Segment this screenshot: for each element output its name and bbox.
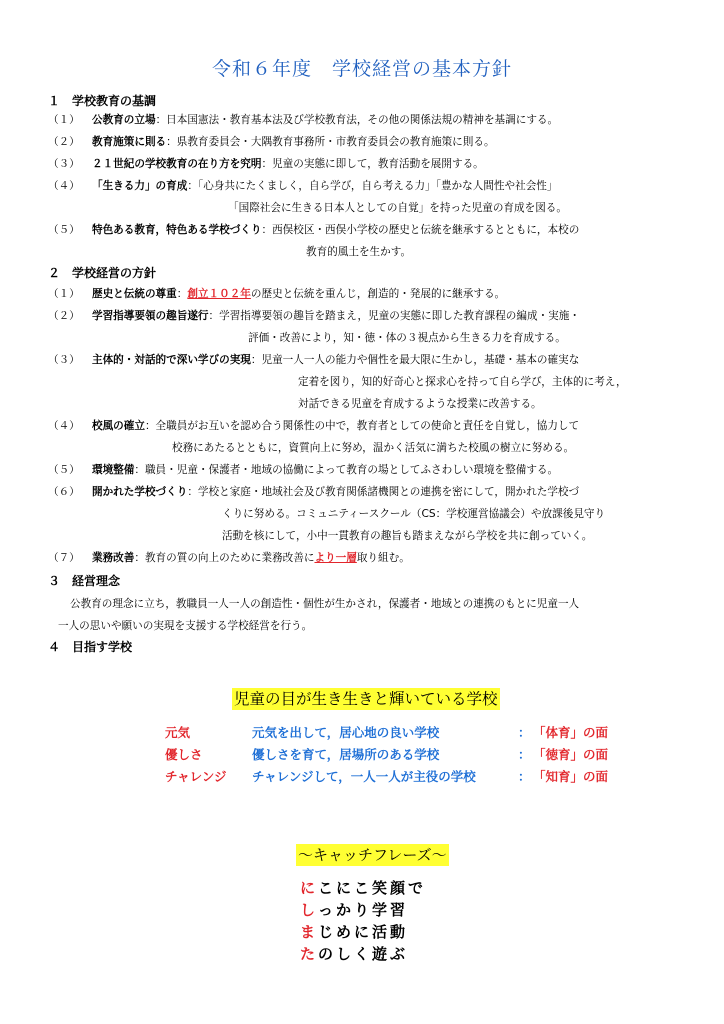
s1-item-4-cont: 「国際社会に生きる日本人としての自覚」を持った児童の育成を図る。: [228, 202, 567, 214]
s2-item-4: [48, 418, 579, 434]
s2-item-6-cont1: くりに努める。コミュニティースクール（CS：学校運営協議会）や放課後見守り: [222, 508, 606, 520]
goal-row-challenge: [0, 768, 724, 786]
item-text: ：西俣校区・西俣小学校の歴史と伝統を継承するとともに，本校の: [261, 224, 580, 236]
s1-item-2: [48, 134, 495, 150]
item-number: （１）: [48, 288, 80, 300]
s2-item-2-cont: 評価・改善により，知・徳・体の３視点から生きる力を育成する。: [248, 332, 566, 344]
goal-label: 元気: [165, 725, 191, 740]
catchphrase-text: っかり学習: [318, 901, 409, 919]
item-text: ：学習指導要領の趣旨を踏まえ，児童の実態に即した教育課程の編成・実施・: [208, 310, 580, 322]
item-number: （５）: [48, 464, 80, 476]
goal-description: 元気を出して，居心地の良い学校: [252, 725, 440, 740]
catchphrase-line-1: [300, 877, 426, 899]
s2-item-1: [48, 286, 505, 302]
item-label: 環境整備: [92, 464, 135, 476]
goal-area: 「徳育」の面: [533, 747, 609, 762]
item-text: ：児童一人一人の能力や個性を最大限に生かし，基礎・基本の確実な: [250, 354, 580, 366]
goal-label: チャレンジ: [165, 769, 227, 784]
acrostic-letter: し: [300, 901, 319, 919]
item-number: （４）: [48, 180, 80, 192]
item-label: 校風の確立: [92, 420, 145, 432]
catchphrase-text: じめに活動: [318, 923, 409, 941]
item-number: （２）: [48, 310, 80, 322]
s1-item-5-cont: 教育的風土を生かす。: [306, 246, 412, 258]
goal-separator: ：: [518, 747, 531, 762]
item-text: の歴史と伝統を重んじ，創造的・発展的に継承する。: [250, 288, 506, 300]
item-label: 学習指導要領の趣旨遂行: [92, 310, 209, 322]
s2-item-6-cont2: 活動を核にして，小中一貫教育の趣旨も踏まえながら学校を共に創っていく。: [222, 530, 593, 542]
acrostic-letter: に: [300, 879, 319, 897]
item-label: 公教育の立場: [92, 114, 156, 126]
catchphrase-text: のしく遊ぶ: [318, 945, 409, 963]
item-number: （３）: [48, 354, 80, 366]
s1-item-5: [48, 222, 579, 238]
item-label: 特色ある教育，特色ある学校づくり: [92, 224, 262, 236]
item-number: （５）: [48, 224, 80, 236]
section-4-heading: ４ 目指す学校: [48, 640, 133, 654]
acrostic-letter: た: [300, 945, 319, 963]
goal-separator: ：: [518, 769, 531, 784]
item-label: ２１世紀の学校教育の在り方を究明: [92, 158, 262, 170]
s2-item-4-cont: 校務にあたるとともに，資質向上に努め，温かく活気に満ちた校風の樹立に努める。: [172, 442, 575, 454]
item-text: ：日本国憲法・教育基本法及び学校教育法，その他の関係法規の精神を基調にする。: [155, 114, 559, 126]
goal-label: 優しさ: [165, 747, 203, 762]
school-motto-banner: 児童の目が生き生きと輝いている学校: [234, 690, 498, 708]
philosophy-line-1: 公教育の理念に立ち，教職員一人一人の創造性・個性が生かされ，保護者・地域との連携のもとに児童一人: [70, 598, 580, 610]
item-text: ：教育の質の向上のために業務改善に: [134, 552, 315, 564]
s2-item-5: [48, 462, 558, 478]
goal-row-genki: [0, 724, 724, 742]
s2-item-7: [48, 550, 410, 566]
goal-area: 「知育」の面: [533, 769, 609, 784]
s2-item-3: [48, 352, 579, 368]
item-label: 主体的・対話的で深い学びの実現: [92, 354, 251, 366]
goal-description: 優しさを育て，居場所のある学校: [252, 747, 440, 762]
section-2-heading: ２ 学校経営の方針: [48, 266, 157, 280]
goal-row-yasashisa: [0, 746, 724, 764]
item-number: （４）: [48, 420, 80, 432]
item-text: ：全職員がお互いを認め合う関係性の中で，教育者としての使命と責任を自覚し，協力して: [144, 420, 580, 432]
item-label: 教育施策に則る: [92, 136, 167, 148]
item-label: 業務改善: [92, 552, 135, 564]
s2-item-2: [48, 308, 580, 324]
item-text: ：県教育委員会・大隅教育事務所・市教育委員会の教育施策に則る。: [166, 136, 495, 148]
item-text: ：職員・児童・保護者・地域の協働によって教育の場としてふさわしい環境を整備する。: [134, 464, 559, 476]
highlight-anniversary: 創立１０２年: [187, 288, 251, 300]
s2-item-3-cont1: 定着を図り，知的好奇心と探求心を持って自ら学び，主体的に考え，: [298, 376, 627, 388]
s1-item-1: [48, 112, 558, 128]
item-number: （３）: [48, 158, 80, 170]
item-text: ：学校と家庭・地域社会及び教育関係諸機関との連携を密にして，開かれた学校づ: [187, 486, 580, 498]
catchphrase-title: ～キャッチフレーズ～: [298, 846, 447, 864]
item-text: ：「心身共にたくましく，自ら学び，自ら考える力」「豊かな人間性や社会性」: [187, 180, 558, 192]
item-label: 開かれた学校づくり: [92, 486, 188, 498]
item-text-end: 取り組む。: [356, 552, 410, 564]
s1-item-3: [48, 156, 484, 172]
goal-area: 「体育」の面: [533, 725, 609, 740]
s2-item-3-cont2: 対話できる児童を育成するような授業に改善する。: [298, 398, 542, 410]
item-number: （６）: [48, 486, 80, 498]
catchphrase-line-4: [300, 943, 408, 965]
item-colon: ：: [176, 288, 188, 300]
philosophy-line-2: 一人の思いや願いの実現を支援する学校経営を行う。: [58, 620, 313, 632]
s2-item-6: [48, 484, 579, 500]
section-1-heading: １ 学校教育の基調: [48, 94, 157, 108]
item-number: （２）: [48, 136, 80, 148]
item-label: 歴史と伝統の尊重: [92, 288, 177, 300]
item-label: 「生きる力」の育成: [92, 180, 188, 192]
catchphrase-text: こにこ笑顔で: [318, 879, 427, 897]
page-title: 令和６年度 学校経営の基本方針: [211, 58, 512, 80]
s1-item-4: [48, 178, 557, 194]
item-text: ：児童の実態に即して，教育活動を展開する。: [261, 158, 484, 170]
catchphrase-line-3: [300, 921, 408, 943]
catchphrase-line-2: [300, 899, 408, 921]
item-number: （１）: [48, 114, 80, 126]
highlight-more: より一層: [314, 552, 357, 564]
acrostic-letter: ま: [300, 923, 319, 941]
goal-description: チャレンジして，一人一人が主役の学校: [252, 769, 476, 784]
goal-separator: ：: [518, 725, 531, 740]
item-number: （７）: [48, 552, 80, 564]
section-3-heading: ３ 経営理念: [48, 574, 121, 588]
